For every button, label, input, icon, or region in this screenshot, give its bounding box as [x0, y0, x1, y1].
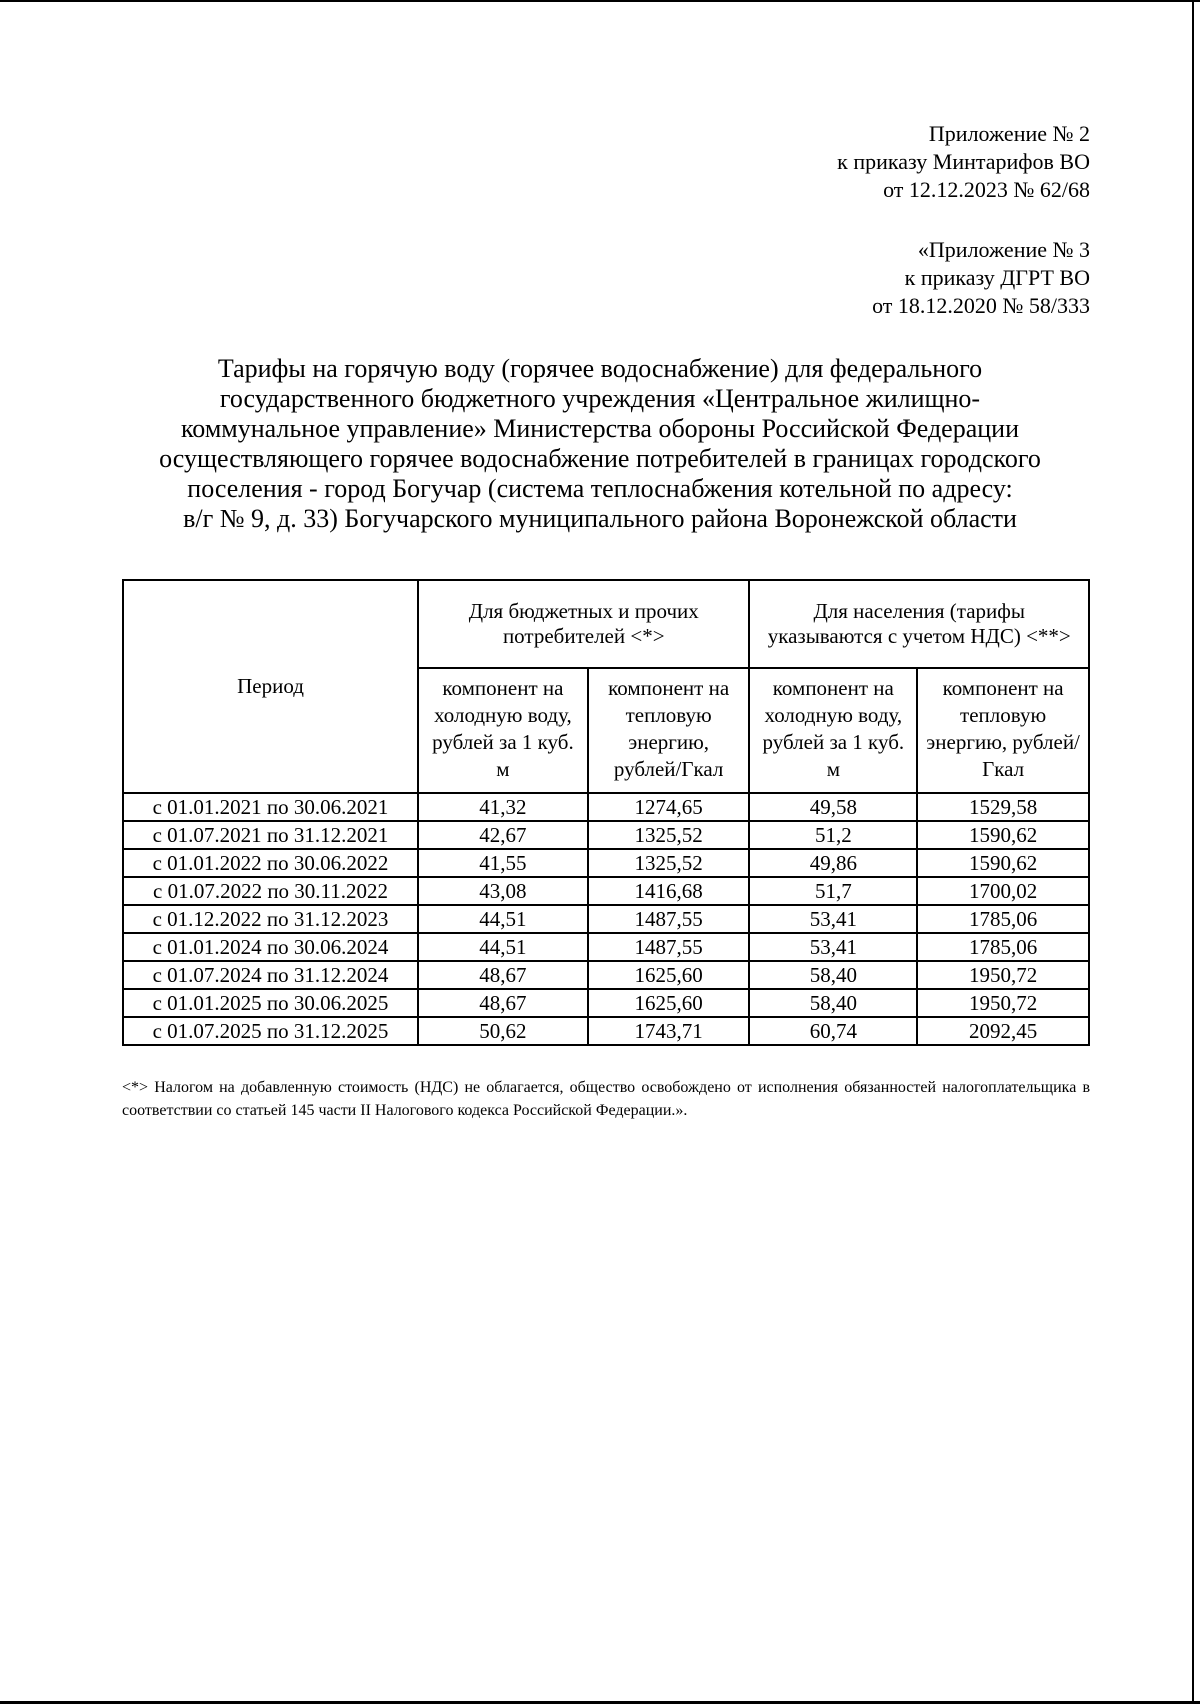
- population-heat-cell: 1590,62: [917, 821, 1089, 849]
- population-heat-cell: 2092,45: [917, 1017, 1089, 1045]
- budget-heat-cell: 1325,52: [588, 849, 750, 877]
- budget-heat-cell: 1625,60: [588, 989, 750, 1017]
- budget-cold-header: компонент на холодную воду, рублей за 1 куб. м: [418, 668, 588, 793]
- page-border-top: [0, 0, 1200, 2]
- population-heat-cell: 1950,72: [917, 961, 1089, 989]
- approval-current-line3: от 12.12.2023 № 62/68: [883, 177, 1090, 202]
- population-heat-cell: 1700,02: [917, 877, 1089, 905]
- budget-heat-cell: 1625,60: [588, 961, 750, 989]
- population-heat-cell: 1950,72: [917, 989, 1089, 1017]
- budget-heat-cell: 1274,65: [588, 793, 750, 821]
- budget-cold-cell: 50,62: [418, 1017, 588, 1045]
- budget-heat-cell: 1487,55: [588, 933, 750, 961]
- approval-current-line2: к приказу Минтарифов ВО: [837, 149, 1090, 174]
- period-cell: с 01.01.2022 по 30.06.2022: [123, 849, 418, 877]
- population-cold-cell: 60,74: [749, 1017, 917, 1045]
- population-cold-cell: 51,2: [749, 821, 917, 849]
- budget-cold-cell: 41,55: [418, 849, 588, 877]
- budget-heat-header: компонент на тепловую энергию, рублей/Гкал: [588, 668, 750, 793]
- period-cell: с 01.01.2021 по 30.06.2021: [123, 793, 418, 821]
- title-line: Тарифы на горячую воду (горячее водоснабжение) для федерального: [217, 354, 983, 383]
- budget-heat-cell: 1325,52: [588, 821, 750, 849]
- approval-current-block: [837, 120, 1090, 204]
- budget-group-header: Для бюджетных и прочих потребителей <*>: [418, 580, 749, 668]
- population-cold-cell: 53,41: [749, 905, 917, 933]
- population-heat-header: компонент на тепловую энергию, рублей/Гкал: [917, 668, 1089, 793]
- population-group-header: Для населения (тарифы указываются с учетом НДС) <**>: [749, 580, 1089, 668]
- period-cell: с 01.01.2025 по 30.06.2025: [123, 989, 418, 1017]
- population-cold-cell: 51,7: [749, 877, 917, 905]
- population-cold-cell: 49,58: [749, 793, 917, 821]
- table-row: [123, 849, 1089, 877]
- approval-previous-block: [872, 236, 1090, 320]
- period-cell: с 01.07.2024 по 31.12.2024: [123, 961, 418, 989]
- table-row: [123, 793, 1089, 821]
- population-cold-cell: 49,86: [749, 849, 917, 877]
- budget-cold-cell: 41,32: [418, 793, 588, 821]
- page-border-right: [1192, 0, 1194, 1704]
- period-cell: с 01.07.2025 по 31.12.2025: [123, 1017, 418, 1045]
- population-heat-cell: 1529,58: [917, 793, 1089, 821]
- budget-cold-cell: 44,51: [418, 933, 588, 961]
- document-title: [100, 354, 1100, 534]
- footnote: <*> Налогом на добавленную стоимость (НДС) не облагается, общество освобождено от исполнения обязанностей налогоплательщика в соответствии со статьей 145 части II Налогового кодекса Российской Федерации.».: [122, 1079, 1090, 1119]
- budget-cold-cell: 48,67: [418, 989, 588, 1017]
- period-cell: с 01.12.2022 по 31.12.2023: [123, 905, 418, 933]
- population-cold-cell: 53,41: [749, 933, 917, 961]
- budget-cold-cell: 48,67: [418, 961, 588, 989]
- title-line: в/г № 9, д. 33) Богучарского муниципального района Воронежской области: [183, 504, 1017, 533]
- tariff-table: [122, 579, 1090, 1046]
- table-row: [123, 1017, 1089, 1045]
- approval-current-line1: Приложение № 2: [928, 121, 1090, 146]
- population-heat-cell: 1785,06: [917, 905, 1089, 933]
- table-row: [123, 933, 1089, 961]
- budget-cold-cell: 43,08: [418, 877, 588, 905]
- period-header: Период: [123, 580, 418, 793]
- period-cell: с 01.07.2021 по 31.12.2021: [123, 821, 418, 849]
- approval-previous-line1: «Приложение № 3: [917, 237, 1090, 262]
- population-heat-cell: 1590,62: [917, 849, 1089, 877]
- title-line: государственного бюджетного учреждения «Центральное жилищно-: [219, 384, 981, 413]
- approval-previous-line3: от 18.12.2020 № 58/333: [872, 293, 1090, 318]
- budget-cold-cell: 44,51: [418, 905, 588, 933]
- table-row: [123, 961, 1089, 989]
- population-cold-cell: 58,40: [749, 989, 917, 1017]
- title-line: коммунальное управление» Министерства обороны Российской Федерации: [181, 414, 1019, 443]
- title-line: поселения - город Богучар (система теплоснабжения котельной по адресу:: [187, 474, 1013, 503]
- approval-previous-line2: к приказу ДГРТ ВО: [904, 265, 1090, 290]
- budget-heat-cell: 1416,68: [588, 877, 750, 905]
- period-cell: с 01.01.2024 по 30.06.2024: [123, 933, 418, 961]
- budget-cold-cell: 42,67: [418, 821, 588, 849]
- table-row: [123, 905, 1089, 933]
- table-row: [123, 877, 1089, 905]
- table-row: [123, 821, 1089, 849]
- population-cold-header: компонент на холодную воду, рублей за 1 куб. м: [749, 668, 917, 793]
- title-line: осуществляющего горячее водоснабжение потребителей в границах городского: [159, 444, 1041, 473]
- population-cold-cell: 58,40: [749, 961, 917, 989]
- budget-heat-cell: 1487,55: [588, 905, 750, 933]
- period-cell: с 01.07.2022 по 30.11.2022: [123, 877, 418, 905]
- budget-heat-cell: 1743,71: [588, 1017, 750, 1045]
- population-heat-cell: 1785,06: [917, 933, 1089, 961]
- table-row: [123, 989, 1089, 1017]
